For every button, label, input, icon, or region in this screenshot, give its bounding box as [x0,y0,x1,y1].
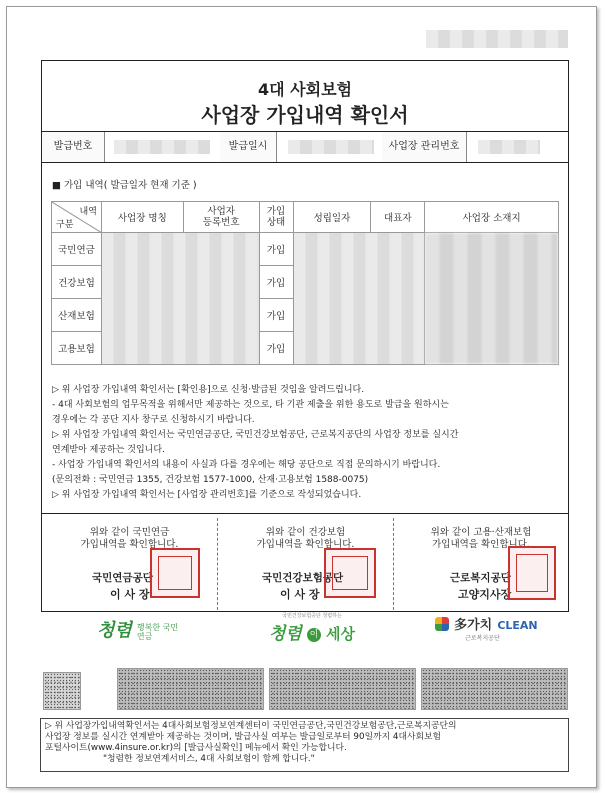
table-row [52,233,559,266]
seal-text-line2: 가입내역을 확인합니다. [432,539,530,550]
seal-ceo: 이 사 장 [280,588,320,601]
note-line: ▷ 위 사업장 가입내역 확인서는 국민연금공단, 국민건강보험공단, 근로복지공단의 사업장 정보를 실시간 [52,430,459,440]
corner-top-label: 내역 [79,207,97,217]
nhis-logo-end: 세상 [326,625,356,643]
redacted-header-info [426,30,568,48]
seal-org: 근로복지공단 [450,572,511,584]
corner-bottom-label: 구분 [56,220,74,230]
note-line: 연계받아 제공하는 것입니다. [52,445,165,455]
comwel-clean-logo [435,614,538,642]
header-rep: 대표자 [371,202,425,233]
issue-info-row [42,131,568,163]
comwel-symbol-icon [435,617,449,631]
row-type: 고용보험 [52,332,102,365]
section-heading: ■ 가입 내역( 발급일자 현재 기준 ) [52,180,197,191]
seal-box-comwel [394,514,568,612]
seal-row [42,513,568,612]
title-line2: 사업장 가입내역 확인서 [201,103,409,127]
footer-line: 사업장 정보를 실시간 연계받아 제공하는 것이며, 발급사실 여부는 발급일로부터 90일까지 4대사회보험 [45,732,441,742]
issue-number-label: 발급번호 [42,132,104,162]
note-line: 경우에는 각 공단 지사 창구로 신청하시기 바랍니다. [52,415,255,425]
enrollment-table [51,201,559,365]
nhis-logo-small: 국민건강보험공단 청렴하는 [282,613,342,619]
nhis-clean-logo [269,612,355,644]
note-line: ▷ 위 사업장 가입내역 확인서는 [확인용]으로 신청·발급된 것임을 알려드립니다. [52,385,365,395]
seal-org: 국민연금공단 [92,572,153,584]
footer-line: 포털사이트(www.4insure.or.kr)의 [발급사실확인] 메뉴에서 확인 가능합니다. [45,743,347,753]
title-line1: 4대 사회보험 [258,80,352,99]
note-line: ▷ 위 사업장 가입내역 확인서는 [사업장 관리번호]를 기준으로 작성되었습니다. [52,490,362,500]
issue-number-redacted [114,140,210,154]
nps-logo-sub: 행복한 국민연금 [136,622,179,641]
corner-header [52,202,102,233]
comwel-logo-small: 근로복지공단 [465,635,500,642]
note-line: - 4대 사회보험의 업무목적을 위해서만 제공하는 것으로, 타 기관 제출을 위한 용도로 발급을 원하시는 [52,400,449,410]
header-address: 사업장 소재지 [425,202,559,233]
row-type: 건강보험 [52,266,102,299]
row-status: 가입 [259,266,293,299]
verification-codes [41,668,567,712]
official-seal-stamp [150,548,200,598]
note-line: (문의전화 : 국민연금 1355, 건강보험 1577-1000, 산재·고용보험 1588-0075) [52,475,369,485]
header-date: 성립일자 [293,202,371,233]
header-bizno: 사업자 등록번호 [183,202,259,233]
2d-barcode [421,668,568,710]
row-type: 산재보험 [52,299,102,332]
header-status: 가입 상태 [259,202,293,233]
seal-text-line1: 위와 같이 국민연금 [89,527,170,538]
official-seal-stamp [324,548,376,598]
redacted-date-rep [293,233,425,365]
row-status: 가입 [259,299,293,332]
official-seal-stamp [508,546,556,600]
note-line: - 사업장 가입내역 확인서의 내용이 사실과 다를 경우에는 해당 공단으로 직접 문의하시기 바랍니다. [52,460,441,470]
footer-slogan: "청렴한 정보연계서비스, 4대 사회보험이 함께 합니다." [103,754,315,764]
redacted-address [425,233,559,365]
2d-barcode [269,668,416,710]
mgmt-number-redacted [478,140,540,154]
footer-note [40,718,569,772]
seal-text-line1: 위와 같이 고용·산재보험 [430,527,532,538]
2d-barcode [117,668,264,710]
seal-box-nps [42,514,217,612]
comwel-logo-clean: CLEAN [497,619,538,632]
qr-code [43,672,81,710]
header-name: 사업장 명칭 [101,202,183,233]
footer-line: ▷ 위 사업장가입내역확인서는 4대사회보험정보연계센터이 국민연금공단,국민건강보험공단,근로복지공단의 [45,721,457,731]
seal-text-line2: 가입내역을 확인합니다. [256,539,355,550]
seal-box-nhis [218,514,393,612]
mgmt-number-label: 사업장 관리번호 [382,132,466,162]
seal-org: 국민건강보험공단 [262,572,344,584]
seal-text-line2: 가입내역을 확인합니다. [80,539,179,550]
logo-row [41,612,567,648]
row-status: 가입 [259,332,293,365]
redacted-name-bizno [101,233,259,365]
nhis-logo-main: 청렴 [269,624,302,644]
row-type: 국민연금 [52,233,102,266]
issue-date-label: 발급일시 [220,132,276,162]
certificate-form [41,60,569,612]
nhis-logo-mid: 이 [307,628,321,642]
nps-clean-logo [97,616,181,642]
notes-section [52,383,562,503]
issue-date-redacted [288,140,374,154]
comwel-logo-main: 多가치 [454,618,493,633]
row-status: 가입 [259,233,293,266]
seal-ceo: 이 사 장 [110,588,150,601]
seal-text-line1: 위와 같이 건강보험 [265,527,346,538]
seal-ceo: 고양지사장 [458,588,512,601]
nps-logo-main: 청렴 [97,620,132,641]
